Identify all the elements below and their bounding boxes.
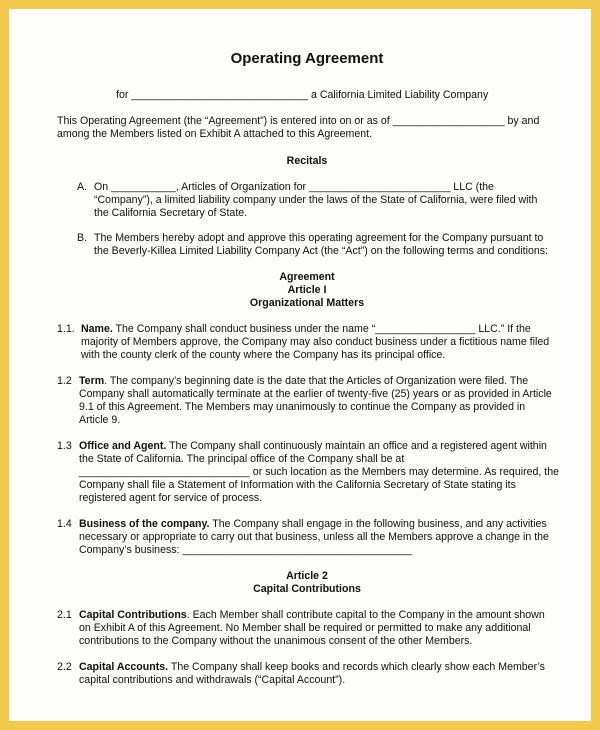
article-1-heading: Article I: [287, 284, 327, 296]
section-2-2-heading: Capital Accounts.: [79, 661, 169, 673]
section-1-2-line-3: 9.1 of this Agreement. The Members may unanimously to continue the Company as provided in: [79, 401, 526, 413]
section-1-3-line-3: _____________________________ or such location as the Members may determine. As required, the: [79, 466, 559, 478]
section-1-1-first-line: [81, 323, 531, 336]
section-1-3-number: 1.3: [57, 440, 72, 452]
section-2-1-number: 2.1: [57, 609, 72, 621]
section-1-4-line-3: Company’s business: _______________________________________: [79, 544, 413, 556]
section-2-1-first-line: [79, 609, 545, 622]
section-2-2-first-line: [79, 661, 545, 674]
recitals-heading: Recitals: [286, 155, 328, 167]
section-1-1-line-2: majority of Members approve, the Company may also conduct business under a fictitious name filed: [81, 336, 550, 348]
section-1-3-line-2: the State of California. The principal office of the Company shall be at: [79, 453, 405, 465]
intro-line-2: among the Members listed on Exhibit A attached to this Agreement.: [57, 128, 373, 140]
section-1-1-text: The Company shall conduct business under the name “_________________ LLC.” If the: [112, 323, 531, 335]
section-1-3-heading: Office and Agent.: [79, 440, 167, 452]
section-1-4-number: 1.4: [57, 518, 72, 530]
section-2-1-line-2: on Exhibit A of this Agreement. No Member shall be required or permitted to make any additional: [79, 622, 531, 634]
section-1-2-heading: Term: [79, 375, 105, 387]
section-1-3-line-5: registered agent for service of process.: [79, 492, 263, 504]
section-1-1-heading: Name.: [81, 323, 113, 335]
section-1-2-text: . The company’s beginning date is the date that the Articles of Organization were filed. The: [104, 375, 529, 387]
recital-a-line-1: On ___________, Articles of Organization for ________________________ LLC (the: [94, 181, 494, 193]
article-2-title: Capital Contributions: [253, 583, 361, 595]
agreement-heading: Agreement: [279, 271, 335, 283]
section-2-2-line-2: capital contributions and withdrawals (“Capital Account”).: [79, 674, 346, 686]
section-1-2-line-2: Company shall automatically terminate at the earlier of twenty-five (25) years or as provided in Article: [79, 388, 552, 400]
article-2-heading: Article 2: [286, 570, 328, 582]
section-1-3-first-line: [79, 440, 547, 453]
section-2-1-line-3: contributions to the Company without the unanimous consent of the other Members.: [79, 635, 473, 647]
section-1-3-text: The Company shall continuously maintain an office and a registered agent within: [166, 440, 547, 452]
section-2-1-heading: Capital Contributions: [79, 609, 187, 621]
section-1-3-line-4: Company shall file a Statement of Information with the California Secretary of State stating its: [79, 479, 516, 491]
recital-a-marker: A.: [77, 181, 88, 193]
section-1-4-line-2: necessary or appropriate to carry out that business, unless all the Members approve a change in the: [79, 531, 549, 543]
section-1-4-text: The Company shall engage in the following business, and any activities: [209, 518, 547, 530]
for-line: for ______________________________ a California Limited Liability Company: [116, 89, 489, 101]
section-2-1-text: . Each Member shall contribute capital to the Company in the amount shown: [186, 609, 545, 621]
section-1-1-line-3: with the county clerk of the county where the Company has its principal office.: [81, 349, 446, 361]
section-1-2-first-line: [79, 375, 528, 388]
article-1-title: Organizational Matters: [249, 297, 365, 309]
section-1-2-line-4: Article 9.: [79, 414, 121, 426]
section-1-2-number: 1.2: [57, 375, 72, 387]
recital-b-marker: B.: [77, 232, 88, 244]
recital-a-line-3: the California Secretary of State.: [94, 207, 248, 219]
section-2-2-number: 2.2: [57, 661, 72, 673]
section-1-1-number: 1.1.: [57, 323, 75, 335]
section-1-4-first-line: [79, 518, 547, 531]
section-2-2-text: The Company shall keep books and records which clearly show each Member’s: [168, 661, 545, 673]
document-page: [9, 9, 591, 721]
document-title: Operating Agreement: [230, 50, 384, 67]
recital-b-line-1: The Members hereby adopt and approve this operating agreement for the Company pursuant to: [94, 232, 544, 244]
recital-a-line-2: “Company”), a limited liability company under the laws of the State of California, were filed with: [94, 194, 538, 206]
intro-line-1: This Operating Agreement (the “Agreement”) is entered into on or as of ___________________ by and: [57, 115, 540, 127]
section-1-4-heading: Business of the company.: [79, 518, 210, 530]
recital-b-line-2: the Beverly-Killea Limited Liability Company Act (the “Act”) on the following terms and conditions:: [94, 245, 548, 257]
